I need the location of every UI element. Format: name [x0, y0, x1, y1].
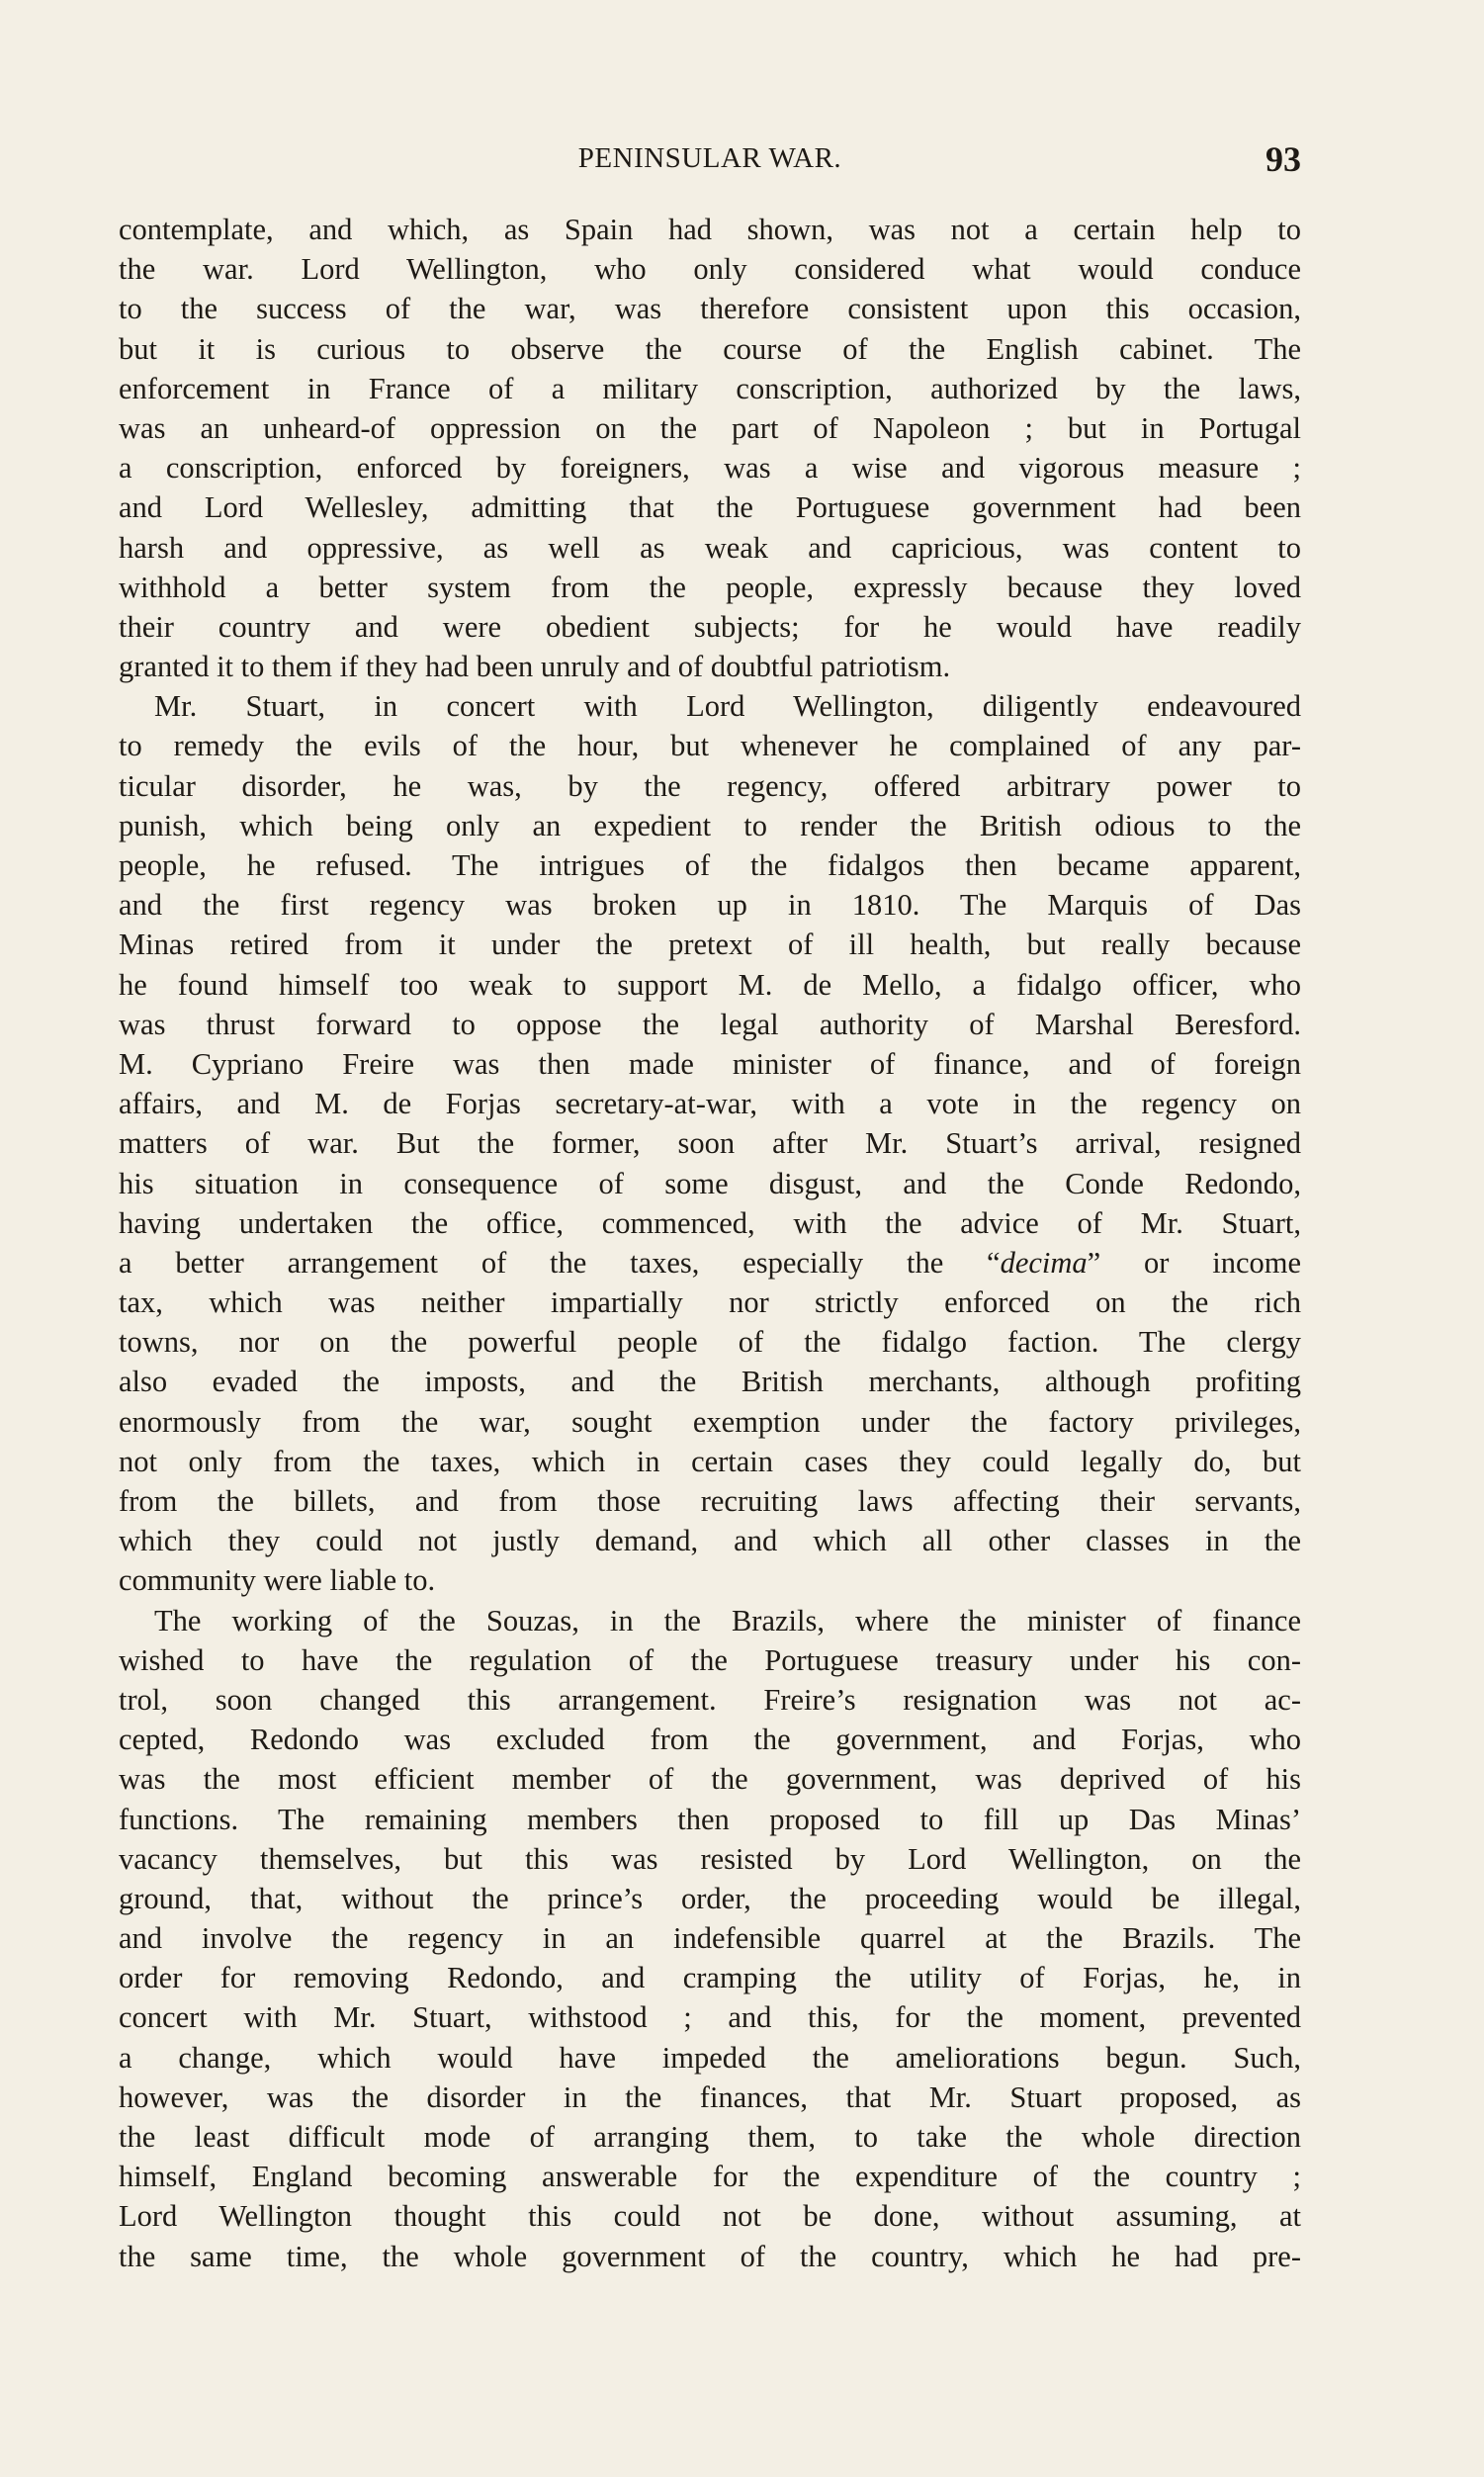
text-line: he found himself too weak to support M. de Mello, a fidalgo officer, who — [119, 967, 1301, 1002]
paragraph-1 — [119, 210, 1301, 686]
text-line: was an unheard-of oppression on the part of Napoleon ; but in Portugal — [119, 410, 1301, 445]
text-line: tax, which was neither impartially nor strictly enforced on the rich — [119, 1285, 1301, 1320]
text-line: which they could not justly demand, and which all other classes in the — [119, 1524, 1301, 1558]
text-line: The working of the Souzas, in the Brazils, where the minister of finance — [154, 1603, 1301, 1637]
paragraph-2 — [119, 686, 1301, 1600]
text-line: enormously from the war, sought exemption under the factory privileges, — [119, 1404, 1301, 1439]
text-line: enforcement in France of a military conscription, authorized by the laws, — [119, 371, 1301, 405]
text-line: the same time, the whole government of the country, which he had pre- — [119, 2239, 1301, 2273]
text-line: M. Cypriano Freire was then made minister of finance, and of foreign — [119, 1046, 1301, 1081]
text-line: Minas retired from it under the pretext of ill health, but really because — [119, 928, 1301, 962]
text-line: matters of war. But the former, soon after Mr. Stuart’s arrival, resigned — [119, 1126, 1301, 1161]
book-page — [119, 0, 1301, 2477]
text-line: himself, England becoming answerable for the expenditure of the country ; — [119, 2160, 1301, 2194]
text-line: from the billets, and from those recruiting laws affecting their servants, — [119, 1484, 1301, 1518]
text-line: but it is curious to observe the course of the English cabinet. The — [119, 331, 1301, 366]
text-line: withhold a better system from the people, expressly because they loved — [119, 570, 1301, 604]
text-line: was the most efficient member of the government, was deprived of his — [119, 1762, 1301, 1797]
text-line: granted it to them if they had been unruly and of doubtful patriotism. — [119, 650, 951, 684]
decima-term: decima — [1000, 1245, 1088, 1280]
body-text — [119, 210, 1301, 2276]
text-line: was thrust forward to oppose the legal authority of Marshal Beresford. — [119, 1007, 1301, 1041]
text-line: Mr. Stuart, in concert with Lord Wellington, diligently endeavoured — [154, 689, 1301, 724]
text-line: cepted, Redondo was excluded from the government, and Forjas, who — [119, 1723, 1301, 1757]
text-line: ground, that, without the prince’s order, the proceeding would be illegal, — [119, 1881, 1301, 1915]
text-line: vacancy themselves, but this was resisted by Lord Wellington, on the — [119, 1841, 1301, 1876]
text-line: having undertaken the office, commenced, with the advice of Mr. Stuart, — [119, 1205, 1301, 1240]
text-line: and Lord Wellesley, admitting that the Portuguese government had been — [119, 490, 1301, 525]
text-line: towns, nor on the powerful people of the fidalgo faction. The clergy — [119, 1325, 1301, 1360]
text-line: punish, which being only an expedient to render the British odious to the — [119, 808, 1301, 842]
text-line: concert with Mr. Stuart, withstood ; and this, for the moment, prevented — [119, 2000, 1301, 2035]
text-line: not only from the taxes, which in certain cases they could legally do, but — [119, 1444, 1301, 1478]
running-title: PENINSULAR WAR. — [577, 142, 842, 174]
text-line: and involve the regency in an indefensible quarrel at the Brazils. The — [119, 1921, 1301, 1956]
text-line-decima — [119, 1243, 1301, 1283]
text-line: the war. Lord Wellington, who only considered what would conduce — [119, 252, 1301, 287]
text-line: however, was the disorder in the finances, that Mr. Stuart proposed, as — [119, 2079, 1301, 2114]
text-line: Lord Wellington thought this could not be done, without assuming, at — [119, 2199, 1301, 2234]
text-line: a change, which would have impeded the ameliorations begun. Such, — [119, 2040, 1301, 2075]
text-line: and the first regency was broken up in 1810. The Marquis of Das — [119, 888, 1301, 923]
text-line: order for removing Redondo, and cramping the utility of Forjas, he, in — [119, 1961, 1301, 1995]
running-header — [119, 138, 1301, 178]
text-line: wished to have the regulation of the Portuguese treasury under his con- — [119, 1642, 1301, 1677]
text-segment: ” or income — [1087, 1245, 1301, 1280]
text-line: trol, soon changed this arrangement. Freire’s resignation was not ac- — [119, 1682, 1301, 1717]
paragraph-3 — [119, 1601, 1301, 2276]
text-line: his situation in consequence of some disgust, and the Conde Redondo, — [119, 1166, 1301, 1200]
text-line: also evaded the imposts, and the British merchants, although profiting — [119, 1365, 1301, 1399]
text-line: their country and were obedient subjects; for he would have readily — [119, 609, 1301, 644]
text-segment: a better arrangement of the taxes, especially the “ — [119, 1245, 1001, 1280]
text-line: ticular disorder, he was, by the regency, offered arbitrary power to — [119, 768, 1301, 803]
page-number: 93 — [1266, 139, 1301, 179]
text-line: to remedy the evils of the hour, but whenever he complained of any par- — [119, 729, 1301, 763]
text-line: contemplate, and which, as Spain had shown, was not a certain help to — [119, 213, 1301, 246]
text-line: a conscription, enforced by foreigners, was a wise and vigorous measure ; — [119, 451, 1301, 486]
text-line: affairs, and M. de Forjas secretary-at-war, with a vote in the regency on — [119, 1087, 1301, 1121]
text-line: to the success of the war, was therefore consistent upon this occasion, — [119, 292, 1301, 326]
text-line: functions. The remaining members then proposed to fill up Das Minas’ — [119, 1802, 1301, 1836]
text-line: harsh and oppressive, as well as weak and capricious, was content to — [119, 530, 1301, 565]
text-line: the least difficult mode of arranging them, to take the whole direction — [119, 2120, 1301, 2154]
text-line: people, he refused. The intrigues of the fidalgos then became apparent, — [119, 848, 1301, 882]
text-line: community were liable to. — [119, 1563, 436, 1598]
